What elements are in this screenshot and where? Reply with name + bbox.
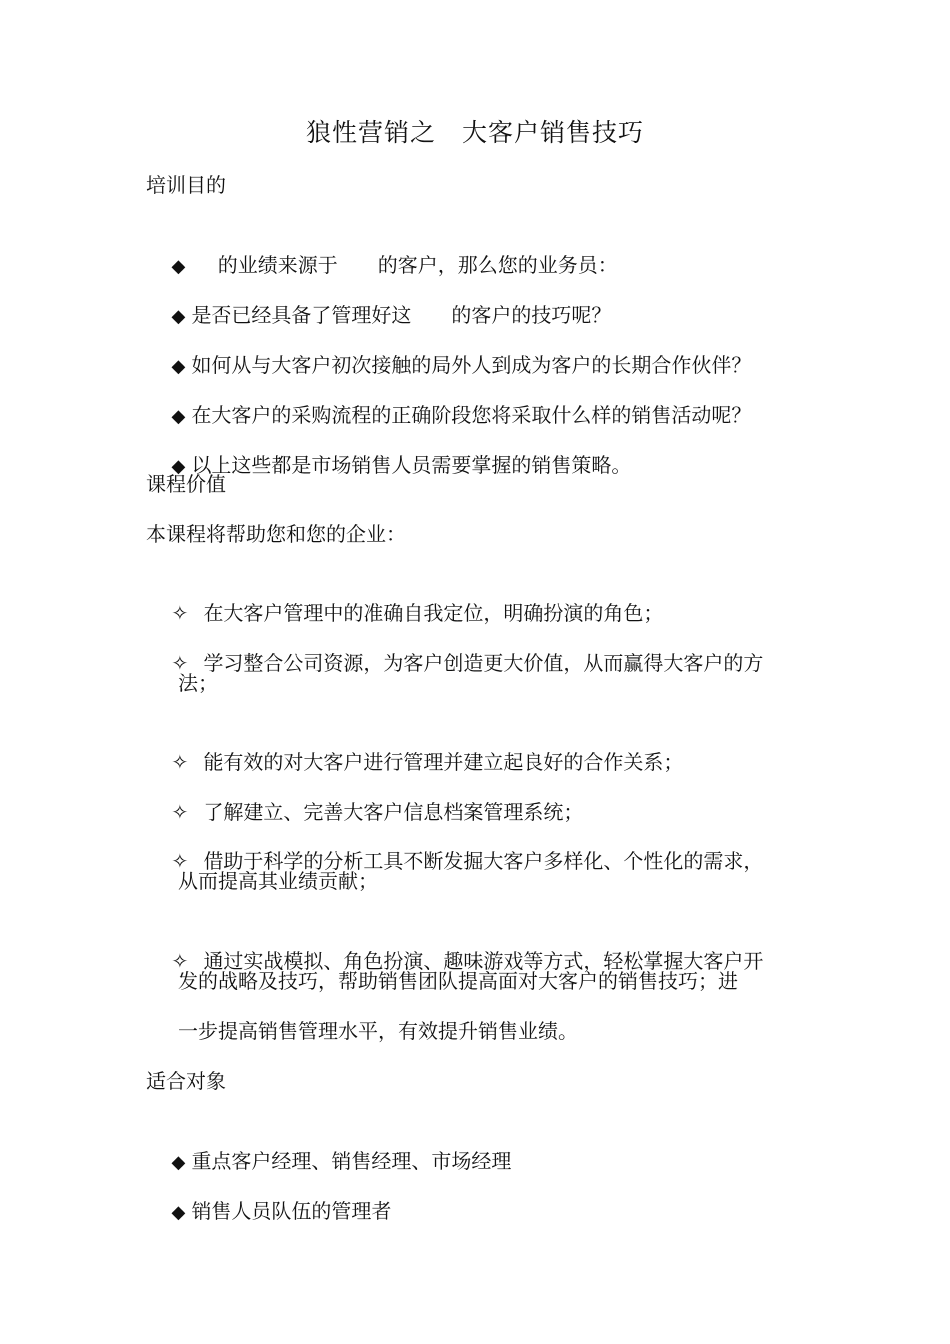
list-item	[146, 1166, 391, 1258]
star-bullet-icon: ✧	[171, 949, 189, 973]
list-item-continuation: 一步提高销售管理水平，有效提升销售业绩。	[178, 1019, 578, 1043]
list-item-text: 学习整合公司资源，为客户创造更大价值，从而赢得大客户的方	[203, 651, 764, 675]
star-bullet-icon: ✧	[171, 849, 189, 873]
list-item-text: 在大客户的采购流程的正确阶段您将采取什么样的销售活动呢？	[191, 403, 752, 427]
list-item-text: 了解建立、完善大客户信息档案管理系统；	[203, 800, 584, 824]
diamond-bullet-icon: ◆	[171, 356, 186, 377]
diamond-bullet-icon: ◆	[171, 306, 186, 327]
diamond-bullet-icon: ◆	[171, 1152, 186, 1173]
list-item-continuation: 法；	[178, 671, 218, 695]
star-bullet-icon: ✧	[171, 750, 189, 774]
star-bullet-icon: ✧	[171, 800, 189, 824]
section-heading-objective: 培训目的	[146, 173, 226, 197]
diamond-bullet-icon: ◆	[171, 256, 186, 277]
diamond-bullet-icon: ◆	[171, 456, 186, 477]
list-item-text: 销售人员队伍的管理者	[191, 1199, 392, 1223]
list-item-text: 以上这些都是市场销售人员需要掌握的销售策略。	[191, 453, 632, 477]
list-item-text: 借助于科学的分析工具不断发掘大客户多样化、个性化的需求，	[203, 849, 764, 873]
list-item-text: 如何从与大客户初次接触的局外人到成为客户的长期合作伙伴？	[191, 353, 752, 377]
list-item-text: 的业绩来源于 的客户，那么您的业务员：	[191, 253, 618, 277]
list-item-text: 在大客户管理中的准确自我定位，明确扮演的角色；	[203, 601, 664, 625]
list-item-continuation: 从而提高其业绩贡献；	[178, 869, 378, 893]
list-item-text: 通过实战模拟、角色扮演、趣味游戏等方式，轻松掌握大客户开	[203, 949, 764, 973]
star-bullet-icon: ✧	[171, 601, 189, 625]
list-item-text: 重点客户经理、销售经理、市场经理	[191, 1149, 512, 1173]
section-heading-audience: 适合对象	[146, 1069, 226, 1093]
star-bullet-icon: ✧	[171, 651, 189, 675]
page-title: 狼性营销之 大客户销售技巧	[305, 118, 644, 147]
list-item-text: 是否已经具备了管理好这 的客户的技巧呢？	[191, 303, 612, 327]
diamond-bullet-icon: ◆	[171, 1202, 186, 1223]
list-item	[146, 618, 763, 708]
section-heading-value: 课程价值	[146, 472, 226, 496]
value-intro: 本课程将帮助您和您的企业：	[146, 522, 406, 546]
diamond-bullet-icon: ◆	[171, 406, 186, 427]
list-item-text: 能有效的对大客户进行管理并建立起良好的合作关系；	[203, 750, 684, 774]
list-item-continuation: 发的战略及技巧，帮助销售团队提高面对大客户的销售技巧；进	[178, 969, 738, 993]
